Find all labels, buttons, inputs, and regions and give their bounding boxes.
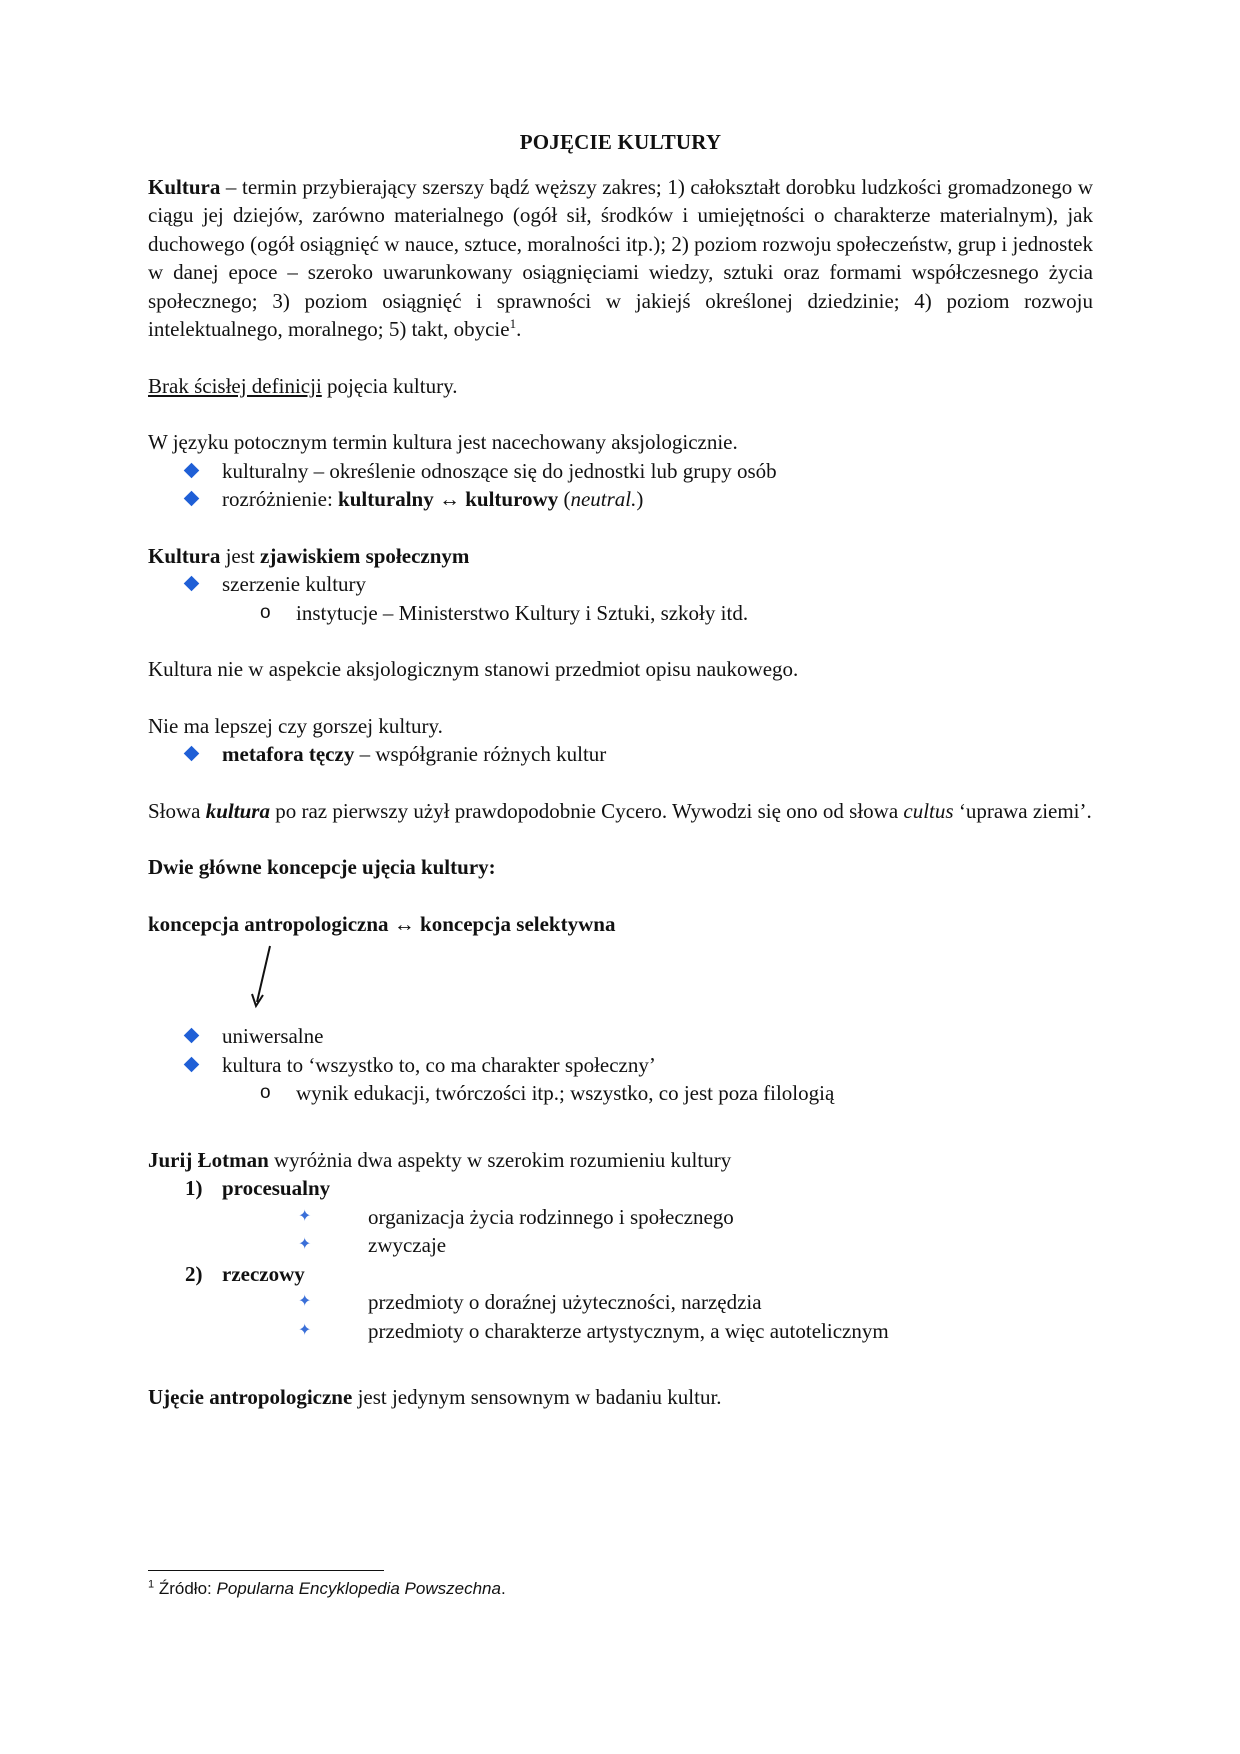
- paren-close: ): [636, 487, 644, 511]
- list-item: [148, 457, 1093, 486]
- term-kulturalny: kulturalny: [338, 487, 434, 511]
- number-1: 1): [185, 1176, 203, 1200]
- term-social-phenomenon: zjawiskiem społecznym: [260, 543, 470, 568]
- numbered-item: [148, 1174, 1093, 1203]
- diamond-bullet-icon: [184, 576, 200, 592]
- document-page: [148, 128, 1093, 1412]
- list-item-text: – współgranie różnych kultur: [354, 742, 607, 766]
- footnote: [148, 1579, 506, 1599]
- footnote-source-title: Popularna Encyklopedia Powszechna: [216, 1579, 501, 1598]
- aspect-processual: procesualny: [222, 1176, 331, 1200]
- numbered-item: [148, 1260, 1093, 1289]
- list-subitem-text: przedmioty o charakterze artystycznym, a więc autotelicznym: [368, 1318, 889, 1343]
- list-item: [148, 740, 1093, 769]
- four-point-star-icon: ✦: [298, 1207, 312, 1225]
- circle-bullet-icon: o: [260, 601, 271, 623]
- four-point-star-icon: ✦: [298, 1293, 312, 1310]
- paragraph-conclusion: [148, 1383, 1093, 1412]
- definition-end: .: [516, 317, 522, 341]
- circle-bullet-icon: o: [260, 1082, 271, 1103]
- diamond-bullet-icon: [184, 746, 200, 762]
- term-rainbow-metaphor: metafora tęczy: [222, 742, 355, 766]
- paragraph-social: [148, 542, 1093, 571]
- list-social: [148, 570, 1093, 627]
- list-item-text: kultura to ‘wszystko to, co ma charakter społeczny’: [222, 1052, 656, 1077]
- paragraph-colloquial: W języku potocznym termin kultura jest nacechowany aksjologicznie.: [148, 430, 738, 454]
- footnote-mark: 1: [148, 1578, 155, 1591]
- list-rainbow: [148, 740, 1093, 769]
- list-subitem-text: przedmioty o doraźnej użyteczności, narzędzia: [368, 1290, 762, 1314]
- paragraph-etymology: [148, 797, 1093, 826]
- four-point-star-icon: ✦: [298, 1321, 312, 1339]
- italic-neutral: neutral.: [570, 487, 637, 511]
- social-mid: jest: [220, 543, 261, 568]
- heading-concepts: [148, 853, 1093, 882]
- list-item: [148, 570, 1093, 599]
- footnote-source-label: Źródło:: [154, 1579, 217, 1598]
- list-colloquial: [148, 457, 1093, 514]
- list-item: [148, 485, 1093, 514]
- lotman-text: wyróżnia dwa aspekty w szerokim rozumieniu kultury: [268, 1147, 732, 1172]
- heading-concepts-text: Dwie główne koncepcje ujęcia kultury:: [148, 855, 496, 879]
- aspect-material: rzeczowy: [222, 1261, 305, 1286]
- term-kultura-bold-italic: kultura: [205, 798, 270, 823]
- term-cultus: cultus: [903, 798, 954, 823]
- paren-open: (: [558, 487, 571, 511]
- left-right-arrow-icon: ↔: [388, 911, 421, 936]
- list-item: [148, 1022, 1093, 1051]
- paragraph-lotman: [148, 1146, 1093, 1175]
- list-subitem: [148, 1079, 1093, 1108]
- list-subitem: [148, 1203, 1093, 1232]
- list-subitem: [148, 1317, 1093, 1346]
- diamond-bullet-icon: [184, 462, 200, 478]
- list-anthropological: [148, 1022, 1093, 1108]
- list-item-text: szerzenie kultury: [222, 572, 367, 596]
- down-left-arrow-icon: [248, 942, 278, 1012]
- concept-anthropological: koncepcja antropologiczna: [148, 911, 389, 936]
- diamond-bullet-icon: [184, 1056, 200, 1072]
- conclusion-text: jest jedynym sensownym w badaniu kultur.: [352, 1385, 722, 1409]
- list-material: [148, 1288, 1093, 1345]
- four-point-star-icon: ✦: [298, 1236, 312, 1253]
- concepts-line: [148, 910, 1093, 939]
- list-item-text: rozróżnienie:: [222, 487, 339, 511]
- concept-selective: koncepcja selektywna: [420, 911, 616, 936]
- page-title: POJĘCIE KULTURY: [519, 130, 722, 154]
- list-subitem-text: instytucje – Ministerstwo Kultury i Sztuki, szkoły itd.: [296, 600, 749, 625]
- list-subitem-text: organizacja życia rodzinnego i społecznego: [368, 1204, 734, 1229]
- footnote-separator: [148, 1570, 384, 1571]
- definition-text: – termin przybierający szerszy bądź węższy zakres; 1) całokształt dorobku ludzkości gromadzonego w ciągu jej dziejów, zarówno materialnego (ogół sił, środków i umiejętności o charakterze materialnym), jak duchowego (ogół osiągnięć w nauce, sztuce, moralności itp.); 2) poziom rozwoju społeczeństw, grup i jednostek w danej epoce – szeroko uwarunkowany osiągnięciami wiedzy, sztuki oraz formami współczesnego życia społecznego; 3) poziom osiągnięć i sprawności w jakiejś określonej dziedzinie; 4) poziom rozwoju intelektualnego, moralnego; 5) takt, obycie: [148, 174, 1093, 341]
- paragraph-definition: [148, 173, 1093, 344]
- left-right-arrow-icon: ↔: [433, 487, 466, 511]
- diamond-bullet-icon: [184, 491, 200, 507]
- list-subitem: [148, 599, 1093, 628]
- list-item: [148, 1051, 1093, 1080]
- footnote-ref[interactable]: 1: [509, 316, 517, 331]
- name-lotman: Jurij Łotman: [148, 1147, 269, 1172]
- list-subitem-text: wynik edukacji, twórczości itp.; wszystko, co jest poza filologią: [296, 1081, 835, 1105]
- number-2: 2): [185, 1261, 203, 1286]
- etymology-post: ‘uprawa ziemi’.: [953, 798, 1092, 823]
- term-anthropological: Ujęcie antropologiczne: [148, 1385, 353, 1409]
- paragraph-no-definition: [148, 372, 1093, 401]
- term-kultura: Kultura: [148, 174, 221, 199]
- list-subitem: [148, 1288, 1093, 1317]
- term-kultura-2: Kultura: [148, 543, 221, 568]
- arrow-container: [148, 938, 1093, 1022]
- paragraph-no-better: Nie ma lepszej czy gorszej kultury.: [148, 713, 443, 738]
- underlined-phrase: Brak ścisłej definicji: [148, 373, 322, 398]
- etymology-pre: Słowa: [148, 798, 206, 823]
- list-item-text: kulturalny – określenie odnoszące się do jednostki lub grupy osób: [222, 458, 777, 483]
- etymology-mid: po raz pierwszy użył prawdopodobnie Cycero. Wywodzi się ono od słowa: [269, 798, 904, 823]
- no-definition-rest: pojęcia kultury.: [321, 373, 458, 398]
- diamond-bullet-icon: [184, 1028, 200, 1044]
- list-subitem-text: zwyczaje: [368, 1233, 447, 1257]
- list-subitem: [148, 1231, 1093, 1260]
- footnote-end: .: [500, 1579, 506, 1598]
- list-processual: [148, 1203, 1093, 1260]
- list-item-text: uniwersalne: [222, 1024, 324, 1048]
- paragraph-scientific: Kultura nie w aspekcie aksjologicznym stanowi przedmiot opisu naukowego.: [148, 657, 799, 681]
- term-kulturowy: kulturowy: [465, 487, 559, 511]
